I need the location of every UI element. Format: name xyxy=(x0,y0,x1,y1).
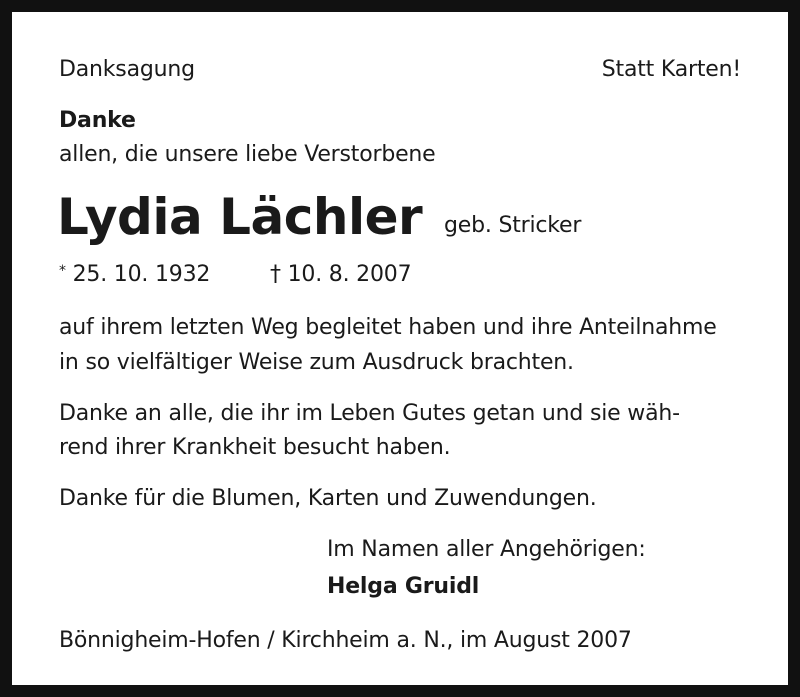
header-right: Statt Karten! xyxy=(601,57,741,82)
death-line xyxy=(270,264,411,286)
paragraph-3: Danke für die Blumen, Karten und Zuwendungen. xyxy=(59,486,597,511)
paragraph-1-line-1: auf ihrem letzten Weg begleitet haben und ihre Anteilnahme xyxy=(59,315,717,340)
dates-line xyxy=(59,264,210,286)
signature-name: Helga Gruidl xyxy=(327,574,480,599)
paragraph-1-line-2: in so vielfältiger Weise zum Ausdruck brachten. xyxy=(59,350,574,375)
thanks-line: allen, die unsere liebe Verstorbene xyxy=(59,142,436,167)
maiden-name: geb. Stricker xyxy=(444,213,582,238)
thanks-heading: Danke xyxy=(59,108,136,133)
paragraph-2-line-1: Danke an alle, die ihr im Leben Gutes getan und sie wäh- xyxy=(59,401,680,426)
paragraph-2-line-2: rend ihrer Krankheit besucht haben. xyxy=(59,435,451,460)
death-symbol: † xyxy=(270,262,281,287)
place-date: Bönnigheim-Hofen / Kirchheim a. N., im August 2007 xyxy=(59,628,632,653)
header-left: Danksagung xyxy=(59,57,195,82)
death-date: 10. 8. 2007 xyxy=(287,262,412,287)
birth-symbol: * xyxy=(59,263,66,279)
birth-date: 25. 10. 1932 xyxy=(72,262,211,287)
deceased-name: Lydia Lächler xyxy=(57,188,423,246)
signature-intro: Im Namen aller Angehörigen: xyxy=(327,537,646,562)
